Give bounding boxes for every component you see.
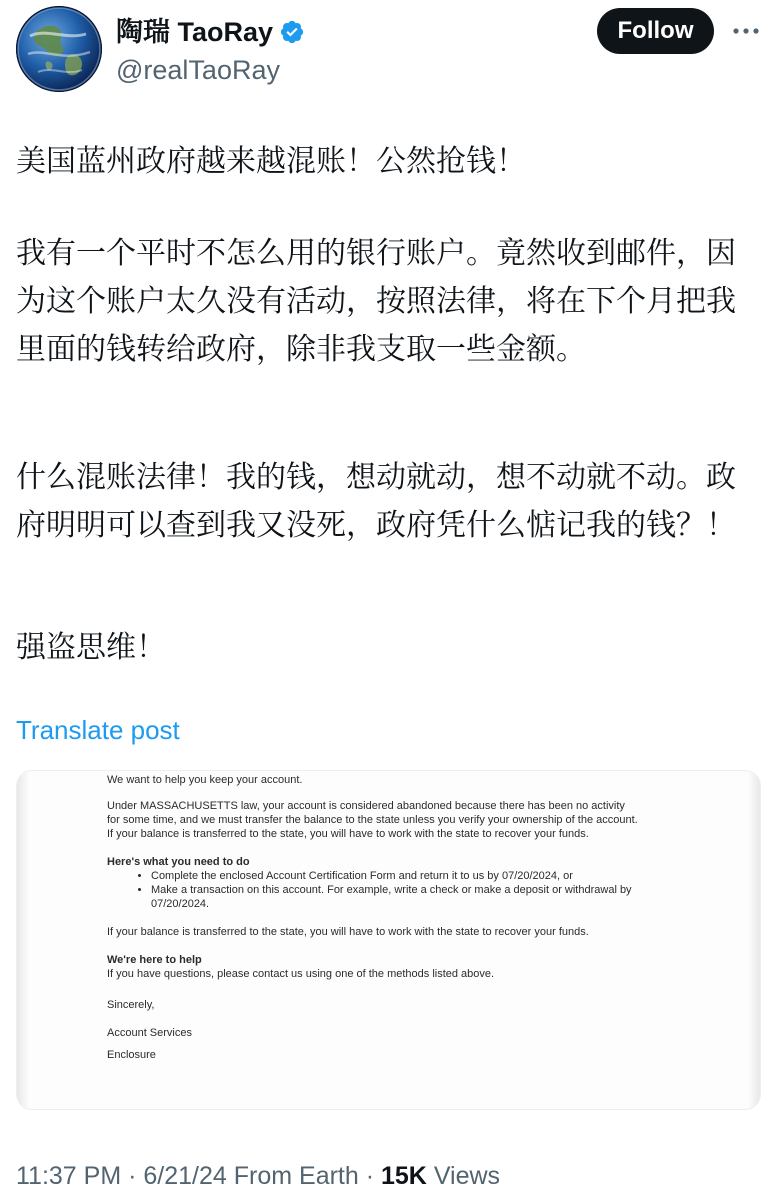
image-edge-shadow (17, 771, 29, 1110)
attached-letter-image[interactable] (16, 770, 761, 1110)
meta-separator: · (358, 1162, 381, 1190)
post-header (16, 6, 762, 92)
verified-badge-icon (279, 19, 305, 45)
views-count[interactable]: 15K (381, 1162, 427, 1190)
letter-line: If your balance is transferred to the state, you will have to work with the state to recover your funds. (107, 828, 589, 840)
letter-line: for some time, and we must transfer the balance to the state unless you verify your ownership of the account. (107, 814, 638, 826)
follow-button[interactable]: Follow (597, 8, 714, 54)
tweet-paragraph: 我有一个平时不怎么用的银行账户。竟然收到邮件，因为这个账户太久没有活动，按照法律，将在下个月把我里面的钱转给政府，除非我支取一些金额。 (16, 236, 736, 367)
letter-paragraph: If your balance is transferred to the state, you will have to work with the state to recover your funds. (107, 926, 589, 938)
post-date[interactable]: 6/21/24 (143, 1162, 227, 1190)
avatar[interactable] (16, 6, 102, 92)
letter-paragraph (107, 799, 707, 841)
image-edge-shadow (748, 771, 760, 1110)
meta-separator: · (121, 1162, 144, 1190)
name-row (116, 16, 305, 48)
letter-intro: We want to help you keep your account. (107, 774, 303, 786)
display-name[interactable]: 陶瑞 TaoRay (116, 17, 274, 47)
post-meta (16, 1158, 500, 1194)
letter-closing: Sincerely, (107, 999, 155, 1011)
post-source: From Earth (226, 1162, 359, 1190)
user-handle[interactable]: @realTaoRay (116, 55, 280, 85)
letter-bullets (107, 869, 707, 911)
letter-enclosure: Enclosure (107, 1049, 156, 1061)
letter-paragraph: If you have questions, please contact us using one of the methods listed above. (107, 968, 495, 980)
letter-bullet: • Make a transaction on this account. For example, write a check or make a deposit or withdrawal by 07/20/2024. (151, 883, 691, 911)
translate-post-link[interactable]: Translate post (16, 715, 180, 745)
letter-line: Under MASSACHUSETTS law, your account is considered abandoned because there has been no activity (107, 800, 625, 812)
tweet-paragraph: 什么混账法律！我的钱，想动就动，想不动就不动。政府明明可以查到我又没死，政府凭什么惦记我的钱？！ (16, 460, 736, 543)
earth-avatar-image (16, 6, 102, 92)
letter-heading: We're here to help (107, 954, 202, 966)
more-options-button[interactable] (730, 16, 762, 46)
tweet-paragraph: 美国蓝州政府越来越混账！公然抢钱！ (16, 144, 526, 179)
tweet-paragraph: 强盗思维！ (16, 630, 166, 665)
more-horizontal-icon (730, 16, 762, 46)
letter-signature: Account Services (107, 1027, 192, 1039)
letter-bullet: • Complete the enclosed Account Certification Form and return it to us by 07/20/2024, or (151, 869, 707, 883)
post-time[interactable]: 11:37 PM (16, 1162, 122, 1190)
views-label: Views (426, 1162, 501, 1190)
letter-heading: Here's what you need to do (107, 856, 250, 868)
